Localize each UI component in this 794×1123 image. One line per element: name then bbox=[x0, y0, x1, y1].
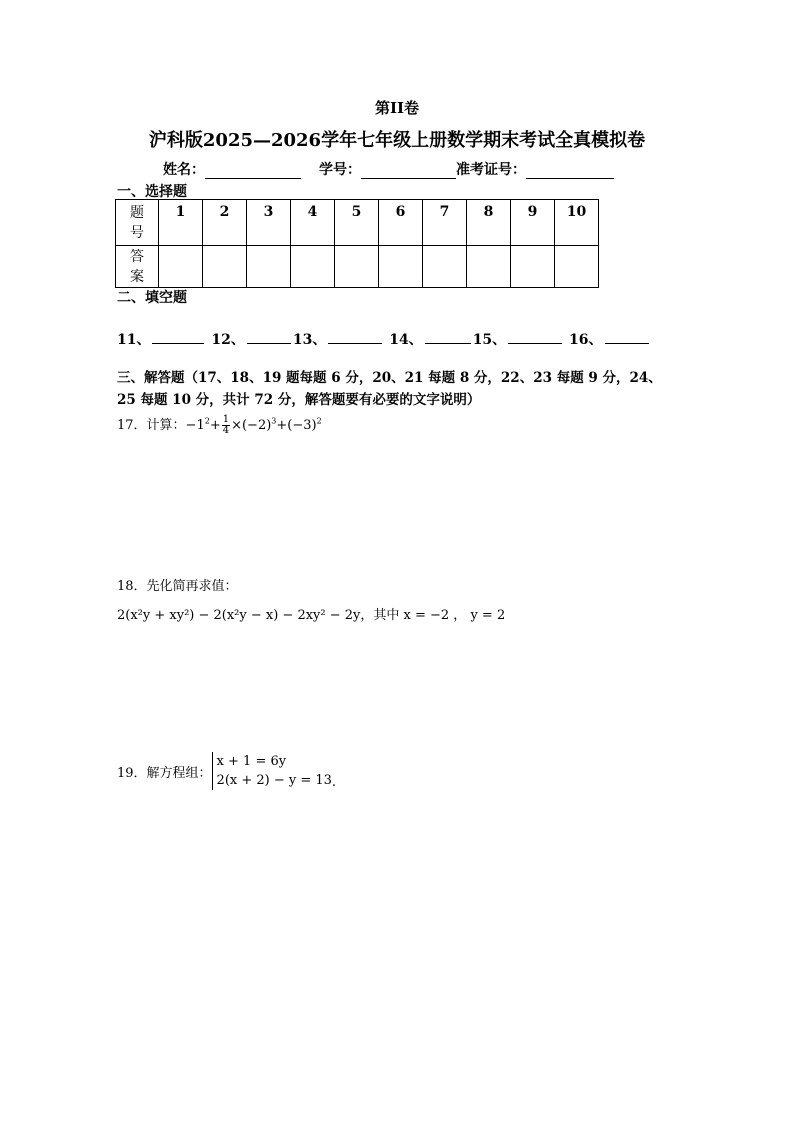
question-17 bbox=[117, 414, 322, 436]
question-number: 1 bbox=[159, 200, 203, 246]
q17-exp-b: 3 bbox=[271, 416, 277, 426]
fill-item-label: 11、 bbox=[117, 332, 151, 348]
answer-cell[interactable] bbox=[555, 246, 599, 288]
student-info-row bbox=[163, 159, 614, 179]
question-19 bbox=[117, 752, 336, 790]
name-blank[interactable] bbox=[205, 163, 301, 179]
fill-item-label: 12、 bbox=[211, 332, 245, 348]
fill-blank[interactable] bbox=[152, 329, 204, 344]
section-fill-title: 二、填空题 bbox=[117, 290, 187, 306]
q17-exp-c: 2 bbox=[316, 416, 322, 426]
question-number: 9 bbox=[511, 200, 555, 246]
row-header-question bbox=[116, 200, 159, 246]
fill-item-label: 15、 bbox=[472, 332, 507, 348]
question-19-label: 19．解方程组： bbox=[117, 765, 212, 781]
answer-cell[interactable] bbox=[379, 246, 423, 288]
exam-number-label: 准考证号： bbox=[456, 162, 526, 178]
q17-plus1: + bbox=[209, 418, 221, 433]
fill-blank[interactable] bbox=[247, 329, 291, 344]
question-number: 3 bbox=[247, 200, 291, 246]
question-number: 2 bbox=[203, 200, 247, 246]
fill-item-label: 16、 bbox=[569, 332, 603, 348]
q18-expression: 2(x²y + xy²) − 2(x²y − x) − 2xy² − 2y bbox=[117, 608, 361, 623]
answer-cell[interactable] bbox=[511, 246, 555, 288]
question-number: 10 bbox=[555, 200, 599, 246]
answer-cell[interactable] bbox=[335, 246, 379, 288]
fill-blank[interactable] bbox=[508, 329, 562, 344]
student-id-label: 学号： bbox=[319, 162, 361, 178]
row-header-answer bbox=[116, 246, 159, 288]
answer-cell[interactable] bbox=[423, 246, 467, 288]
row-header-answer-char1: 答 bbox=[130, 248, 144, 265]
fill-blank-row bbox=[117, 329, 651, 349]
student-id-blank[interactable] bbox=[361, 163, 456, 179]
q19-equation-2: 2(x + 2) − y = 13 bbox=[216, 773, 332, 788]
fill-item-label: 13、 bbox=[292, 332, 327, 348]
exam-number-blank[interactable] bbox=[526, 163, 614, 179]
section-choice-title: 一、选择题 bbox=[117, 184, 187, 200]
volume-label: 第II卷 bbox=[374, 99, 420, 117]
q17-frac-den: 4 bbox=[222, 425, 230, 436]
section-solve-title-line1: 三、解答题（17、18、19 题每题 6 分，20、21 每题 8 分，22、23 每题 9 分，24、 bbox=[117, 370, 662, 386]
row-header-answer-char2: 案 bbox=[130, 268, 144, 285]
q17-term-b: ×(−2) bbox=[231, 418, 272, 433]
q19-equation-1: x + 1 = 6y bbox=[216, 754, 287, 769]
question-18-expression bbox=[117, 604, 505, 623]
q17-fraction bbox=[222, 415, 230, 436]
question-17-label: 17．计算： bbox=[117, 418, 186, 433]
fill-blank[interactable] bbox=[425, 329, 471, 344]
q17-term-c: +(−3) bbox=[276, 418, 317, 433]
answer-table bbox=[115, 199, 599, 288]
answer-cell[interactable] bbox=[291, 246, 335, 288]
q17-exp-a: 2 bbox=[204, 416, 210, 426]
answer-cell[interactable] bbox=[247, 246, 291, 288]
answer-cell[interactable] bbox=[159, 246, 203, 288]
q18-condition: ，其中 x = −2 ， y = 2 bbox=[360, 608, 506, 623]
section-solve-title-line2: 25 每题 10 分，共计 72 分，解答题要有必要的文字说明） bbox=[117, 392, 481, 408]
answer-table-number-row bbox=[116, 200, 599, 246]
question-number: 8 bbox=[467, 200, 511, 246]
answer-cell[interactable] bbox=[467, 246, 511, 288]
name-label: 姓名： bbox=[163, 162, 205, 178]
row-header-question-char2: 号 bbox=[130, 224, 144, 241]
answer-cell[interactable] bbox=[203, 246, 247, 288]
question-18-label: 18．先化简再求值： bbox=[117, 579, 238, 594]
q19-equation-system bbox=[212, 752, 332, 790]
answer-table-answer-row bbox=[116, 246, 599, 288]
q19-period: . bbox=[331, 775, 337, 790]
question-number: 7 bbox=[423, 200, 467, 246]
question-number: 4 bbox=[291, 200, 335, 246]
question-number: 6 bbox=[379, 200, 423, 246]
fill-item-label: 14、 bbox=[389, 332, 423, 348]
row-header-question-char1: 题 bbox=[130, 204, 144, 221]
q17-term-a: −1 bbox=[185, 418, 205, 433]
fill-blank[interactable] bbox=[328, 329, 382, 344]
fill-blank[interactable] bbox=[605, 329, 649, 344]
page-title: 沪科版2025—2026学年七年级上册数学期末考试全真模拟卷 bbox=[148, 130, 646, 151]
question-number: 5 bbox=[335, 200, 379, 246]
q17-frac-num: 1 bbox=[222, 414, 230, 425]
